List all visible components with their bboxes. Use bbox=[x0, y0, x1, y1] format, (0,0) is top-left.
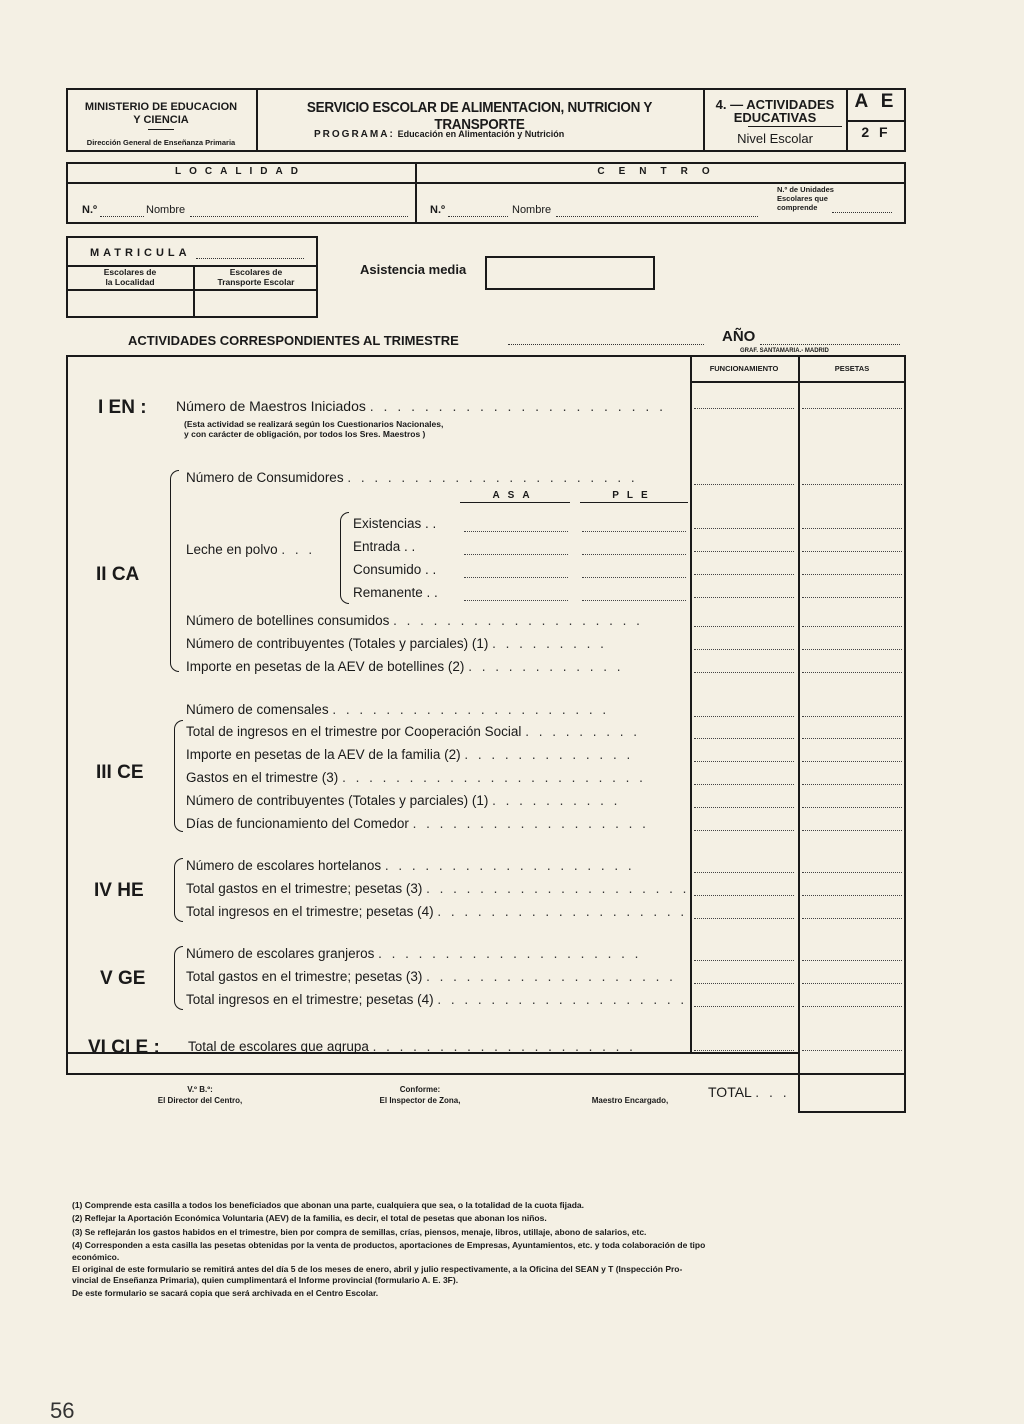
funcionamiento-cell-8[interactable] bbox=[694, 672, 794, 673]
ce-item-leader-2: . . . . . . . . . . . . . bbox=[464, 747, 634, 762]
ce-item-3 bbox=[186, 770, 646, 785]
funcionamiento-cell-1[interactable] bbox=[694, 484, 794, 485]
ministry-line1: MINISTERIO DE EDUCACION bbox=[84, 101, 238, 113]
pesetas-cell-0[interactable] bbox=[802, 408, 902, 409]
ce-item-2 bbox=[186, 747, 633, 762]
centro-nombre-field[interactable] bbox=[556, 216, 758, 217]
header-divider-1 bbox=[256, 88, 258, 152]
total-label bbox=[708, 1084, 790, 1100]
matricula-col1-2: la Localidad bbox=[105, 277, 155, 287]
ce-item-label-5: Días de funcionamiento del Comedor bbox=[186, 816, 409, 831]
ca-importe bbox=[186, 659, 623, 674]
ge-item-1 bbox=[186, 969, 676, 984]
funcionamiento-cell-3[interactable] bbox=[694, 551, 794, 552]
ca-asa-cell-3[interactable] bbox=[464, 600, 568, 601]
section-ce-code: III CE bbox=[96, 762, 144, 783]
ca-sub-item-3: Remanente . . bbox=[353, 585, 438, 600]
pesetas-cell-2[interactable] bbox=[802, 528, 902, 529]
ce-item-leader-4: . . . . . . . . . . bbox=[492, 793, 621, 808]
ce-item-label-4: Número de contribuyentes (Totales y parciales) (1) bbox=[186, 793, 489, 808]
ca-ple: PLE bbox=[612, 490, 656, 501]
funcionamiento-cell-17[interactable] bbox=[694, 918, 794, 919]
ca-consumidores-label: Número de Consumidores bbox=[186, 470, 344, 485]
pesetas-cell-13[interactable] bbox=[802, 807, 902, 808]
ca-asa-cell-0[interactable] bbox=[464, 531, 568, 532]
cie-item bbox=[188, 1039, 636, 1054]
ca-leche-brace bbox=[340, 512, 349, 604]
ca-importe-leader: . . . . . . . . . . . . bbox=[468, 659, 624, 674]
ca-botellines bbox=[186, 613, 643, 628]
pesetas-cell-9[interactable] bbox=[802, 716, 902, 717]
sig-director: El Director del Centro, bbox=[157, 1096, 243, 1105]
footnote-5: El original de este formulario se remitirá antes del día 5 de los meses de enero, abril y julio respectivamente, a la Oficina del SEAN y T (Inspección Pro- bbox=[72, 1264, 683, 1274]
matricula-transporte-cell[interactable] bbox=[195, 291, 317, 316]
matricula-field[interactable] bbox=[196, 258, 304, 259]
he-item-label-1: Total gastos en el trimestre; pesetas (3) bbox=[186, 881, 423, 896]
ge-item-leader-0: . . . . . . . . . . . . . . . . . . . . bbox=[378, 946, 642, 961]
ce-item-label-3: Gastos en el trimestre (3) bbox=[186, 770, 339, 785]
en-note-2: y con carácter de obligación, por todos los Sres. Maestros ) bbox=[184, 429, 426, 439]
ca-sub-item-2: Consumido . . bbox=[353, 562, 437, 577]
col-pesetas: PESETAS bbox=[834, 364, 870, 373]
ca-asa: ASA bbox=[492, 490, 538, 501]
ca-leche-label: Leche en polvo bbox=[186, 542, 278, 557]
ca-leche bbox=[186, 542, 315, 557]
ce-item-label-2: Importe en pesetas de la AEV de la familia (2) bbox=[186, 747, 461, 762]
total-leader: . . . bbox=[755, 1084, 790, 1100]
ce-item-1 bbox=[186, 724, 640, 739]
funcionamiento-cell-18[interactable] bbox=[694, 960, 794, 961]
activities-rule bbox=[748, 126, 842, 127]
programa-label: PROGRAMA: bbox=[314, 129, 395, 140]
he-brace bbox=[174, 858, 183, 922]
pesetas-cell-3[interactable] bbox=[802, 551, 902, 552]
unidades-line2: Escolares que bbox=[777, 194, 828, 203]
funcionamiento-cell-10[interactable] bbox=[694, 738, 794, 739]
funcionamiento-cell-21[interactable] bbox=[694, 1050, 794, 1051]
code-ae: A E bbox=[854, 91, 898, 112]
localidad-no-label: N.º bbox=[82, 204, 98, 216]
sig-vb: V.º B.º: bbox=[187, 1085, 213, 1094]
he-item-label-2: Total ingresos en el trimestre; pesetas (4) bbox=[186, 904, 434, 919]
pesetas-cell-14[interactable] bbox=[802, 830, 902, 831]
unidades-line3: comprende bbox=[777, 203, 818, 212]
ca-ple-rule bbox=[580, 502, 688, 503]
ce-item-0 bbox=[186, 702, 609, 717]
programa-value: Educación en Alimentación y Nutrición bbox=[397, 129, 565, 139]
funcionamiento-cell-0[interactable] bbox=[694, 408, 794, 409]
funcionamiento-cell-7[interactable] bbox=[694, 649, 794, 650]
ca-botellines-leader: . . . . . . . . . . . . . . . . . . . bbox=[393, 613, 643, 628]
pesetas-cell-8[interactable] bbox=[802, 672, 902, 673]
ce-item-leader-1: . . . . . . . . . bbox=[525, 724, 640, 739]
pesetas-cell-11[interactable] bbox=[802, 761, 902, 762]
unidades-line1: N.º de Unidades bbox=[777, 185, 834, 194]
pesetas-cell-12[interactable] bbox=[802, 784, 902, 785]
centro-nombre-label: Nombre bbox=[512, 204, 552, 216]
ge-item-leader-2: . . . . . . . . . . . . . . . . . . . bbox=[437, 992, 688, 1007]
funcionamiento-cell-20[interactable] bbox=[694, 1006, 794, 1007]
ce-item-label-0: Número de comensales bbox=[186, 702, 329, 717]
pesetas-cell-1[interactable] bbox=[802, 484, 902, 485]
en-note-1: (Esta actividad se realizará según los Cuestionarios Nacionales, bbox=[184, 419, 444, 429]
footnote-6: vincial de Enseñanza Primaria), quien cumplimentará el Informe provincial (formulario A. E. 3F). bbox=[72, 1275, 459, 1285]
ge-brace bbox=[174, 946, 183, 1010]
he-item-2 bbox=[186, 904, 687, 919]
unidades-field[interactable] bbox=[832, 212, 892, 213]
ca-ple-cell-3[interactable] bbox=[582, 600, 686, 601]
footnote-2: (3) Se reflejarán los gastos habidos en el trimestre, bien por compra de semillas, crías, piensos, menaje, libros, utillaje, abono de salarios, etc. bbox=[72, 1227, 647, 1237]
ge-item-label-0: Número de escolares granjeros bbox=[186, 946, 375, 961]
ca-sub-label-1: Entrada bbox=[353, 539, 401, 554]
ca-brace bbox=[170, 470, 179, 672]
ca-asa-rule bbox=[460, 502, 570, 503]
ministry-line2: Y CIENCIA bbox=[133, 114, 189, 126]
col-funcionamiento-left bbox=[690, 355, 692, 1052]
ca-ple-cell-1[interactable] bbox=[582, 554, 686, 555]
ce-item-leader-5: . . . . . . . . . . . . . . . . . . bbox=[412, 816, 649, 831]
pesetas-cell-18[interactable] bbox=[802, 960, 902, 961]
he-item-leader-1: . . . . . . . . . . . . . . . . . . . . bbox=[426, 881, 690, 896]
ca-sub-label-2: Consumido bbox=[353, 562, 422, 577]
ano-label: AÑO bbox=[722, 328, 756, 345]
location-header-line bbox=[66, 182, 906, 184]
funcionamiento-cell-15[interactable] bbox=[694, 872, 794, 873]
footnote-1: (2) Reflejar la Aportación Económica Voluntaria (AEV) de la familia, es decir, el total de pesetas que abonan los niños. bbox=[72, 1213, 547, 1223]
funcionamiento-cell-16[interactable] bbox=[694, 895, 794, 896]
activities-title-1: 4. — ACTIVIDADES bbox=[715, 97, 835, 112]
pesetas-cell-4[interactable] bbox=[802, 574, 902, 575]
localidad-nombre-field[interactable] bbox=[190, 216, 408, 217]
matricula-col2-1: Escolares de bbox=[229, 267, 283, 277]
funcionamiento-cell-6[interactable] bbox=[694, 626, 794, 627]
pesetas-cell-16[interactable] bbox=[802, 895, 902, 896]
footnote-7: De este formulario se sacará copia que será archivada en el Centro Escolar. bbox=[72, 1288, 379, 1298]
pesetas-cell-20[interactable] bbox=[802, 1006, 902, 1007]
pesetas-cell-21[interactable] bbox=[802, 1050, 902, 1051]
funcionamiento-cell-5[interactable] bbox=[694, 597, 794, 598]
ca-importe-label: Importe en pesetas de la AEV de botellines (2) bbox=[186, 659, 465, 674]
programa bbox=[314, 129, 564, 140]
nivel-escolar: Nivel Escolar bbox=[737, 131, 813, 146]
ce-brace bbox=[174, 720, 183, 832]
ce-item-leader-3: . . . . . . . . . . . . . . . . . . . . . . . bbox=[342, 770, 646, 785]
col-pesetas-left bbox=[798, 355, 800, 1075]
he-item-label-0: Número de escolares hortelanos bbox=[186, 858, 382, 873]
ca-leche-leader: . . . bbox=[281, 542, 316, 557]
ca-ple-cell-2[interactable] bbox=[582, 577, 686, 578]
ca-asa-cell-2[interactable] bbox=[464, 577, 568, 578]
centro-label: CENTRO bbox=[597, 166, 724, 177]
matricula-localidad-cell[interactable] bbox=[68, 291, 192, 316]
ca-ple-cell-0[interactable] bbox=[582, 531, 686, 532]
centro-no-label: N.º bbox=[430, 204, 446, 216]
ca-consumidores bbox=[186, 470, 638, 485]
he-item-0 bbox=[186, 858, 635, 873]
pesetas-cell-19[interactable] bbox=[802, 983, 902, 984]
ce-item-4 bbox=[186, 793, 620, 808]
matricula-col1-1: Escolares de bbox=[103, 267, 157, 277]
en-item-label: Número de Maestros Iniciados bbox=[176, 398, 366, 414]
localidad-no-field[interactable] bbox=[100, 216, 144, 217]
ministry-rule bbox=[148, 129, 174, 130]
ge-item-leader-1: . . . . . . . . . . . . . . . . . . . bbox=[426, 969, 676, 984]
ca-contribuyentes-label: Número de contribuyentes (Totales y parciales) (1) bbox=[186, 636, 489, 651]
matricula-title: MATRICULA bbox=[90, 247, 191, 259]
activities-heading: ACTIVIDADES CORRESPONDIENTES AL TRIMESTRE bbox=[128, 333, 459, 348]
section-en-code: I EN : bbox=[98, 397, 147, 418]
header-code-divider bbox=[846, 120, 906, 122]
ge-item-0 bbox=[186, 946, 641, 961]
localidad-label: LOCALIDAD bbox=[175, 166, 306, 177]
cie-item-leader: . . . . . . . . . . . . . . . . . . . . bbox=[372, 1039, 636, 1054]
pesetas-cell-6[interactable] bbox=[802, 626, 902, 627]
sig-maestro: Maestro Encargado, bbox=[591, 1096, 669, 1105]
ca-botellines-label: Número de botellines consumidos bbox=[186, 613, 390, 628]
en-item-leader: . . . . . . . . . . . . . . . . . . . . . . bbox=[369, 398, 667, 414]
funcionamiento-cell-14[interactable] bbox=[694, 830, 794, 831]
col-funcionamiento: FUNCIONAMIENTO bbox=[709, 364, 779, 373]
ca-asa-cell-1[interactable] bbox=[464, 554, 568, 555]
en-item bbox=[176, 398, 666, 414]
ministry-line3: Dirección General de Enseñanza Primaria bbox=[86, 138, 236, 147]
asistencia-box[interactable] bbox=[485, 256, 655, 290]
funcionamiento-cell-13[interactable] bbox=[694, 807, 794, 808]
pesetas-cell-10[interactable] bbox=[802, 738, 902, 739]
trimestre-field[interactable] bbox=[508, 344, 704, 345]
ca-sub-label-3: Remanente bbox=[353, 585, 423, 600]
he-item-leader-0: . . . . . . . . . . . . . . . . . . . bbox=[384, 858, 635, 873]
ge-item-label-2: Total ingresos en el trimestre; pesetas (4) bbox=[186, 992, 434, 1007]
sig-conforme: Conforme: bbox=[399, 1085, 441, 1094]
cie-item-label: Total de escolares que agrupa bbox=[188, 1039, 369, 1054]
ca-consumidores-leader: . . . . . . . . . . . . . . . . . . . . . . bbox=[347, 470, 638, 485]
ca-contribuyentes bbox=[186, 636, 607, 651]
he-item-leader-2: . . . . . . . . . . . . . . . . . . . bbox=[437, 904, 688, 919]
service-title: SERVICIO ESCOLAR DE ALIMENTACION, NUTRICION Y TRANSPORTE bbox=[306, 99, 653, 133]
asistencia-label: Asistencia media bbox=[360, 262, 467, 277]
footnote-3: (4) Corresponden a esta casilla las pesetas obtenidas por la venta de productos, aportaciones de Empresas, Ayuntamientos, etc. y toda colaboración de tipo bbox=[72, 1240, 706, 1250]
funcionamiento-cell-2[interactable] bbox=[694, 528, 794, 529]
section-ca-code: II CA bbox=[96, 564, 140, 585]
section-he-code: IV HE bbox=[94, 880, 144, 901]
footnote-0: (1) Comprende esta casilla a todos los beneficiados que abonan una parte, cualquiera que sea, o la totalidad de la cuota fijada. bbox=[72, 1200, 585, 1210]
centro-no-field[interactable] bbox=[448, 216, 508, 217]
ca-sub-label-0: Existencias bbox=[353, 516, 422, 531]
col-header-line bbox=[690, 381, 906, 383]
pesetas-cell-15[interactable] bbox=[802, 872, 902, 873]
ca-sub-item-0: Existencias . . bbox=[353, 516, 437, 531]
section-cie-code: VI CI E : bbox=[88, 1037, 160, 1058]
funcionamiento-cell-12[interactable] bbox=[694, 784, 794, 785]
funcionamiento-cell-9[interactable] bbox=[694, 716, 794, 717]
total-text: TOTAL bbox=[708, 1084, 752, 1100]
ca-sub-item-1: Entrada . . bbox=[353, 539, 416, 554]
matricula-col2-2: Transporte Escolar bbox=[217, 277, 295, 287]
ce-item-leader-0: . . . . . . . . . . . . . . . . . . . . . bbox=[332, 702, 610, 717]
localidad-nombre-label: Nombre bbox=[146, 204, 186, 216]
he-item-1 bbox=[186, 881, 689, 896]
total-box[interactable] bbox=[798, 1073, 906, 1113]
ce-item-label-1: Total de ingresos en el trimestre por Cooperación Social bbox=[186, 724, 522, 739]
funcionamiento-cell-19[interactable] bbox=[694, 983, 794, 984]
ge-item-2 bbox=[186, 992, 687, 1007]
section-ge-code: V GE bbox=[100, 968, 146, 989]
ano-field[interactable] bbox=[760, 344, 900, 345]
ca-contribuyentes-leader: . . . . . . . . . bbox=[492, 636, 607, 651]
page-number: 56 bbox=[50, 1398, 75, 1423]
pesetas-cell-17[interactable] bbox=[802, 918, 902, 919]
funcionamiento-cell-11[interactable] bbox=[694, 761, 794, 762]
printer-credit: GRAF. SANTAMARIA.- MADRID bbox=[740, 348, 829, 354]
ce-item-5 bbox=[186, 816, 649, 831]
pesetas-cell-7[interactable] bbox=[802, 649, 902, 650]
footnote-4: económico. bbox=[72, 1252, 120, 1262]
activities-title-2: EDUCATIVAS bbox=[733, 110, 817, 125]
ge-item-label-1: Total gastos en el trimestre; pesetas (3) bbox=[186, 969, 423, 984]
code-2f: 2 F bbox=[861, 124, 891, 140]
pesetas-cell-5[interactable] bbox=[802, 597, 902, 598]
funcionamiento-cell-4[interactable] bbox=[694, 574, 794, 575]
sig-inspector: El Inspector de Zona, bbox=[379, 1096, 461, 1105]
